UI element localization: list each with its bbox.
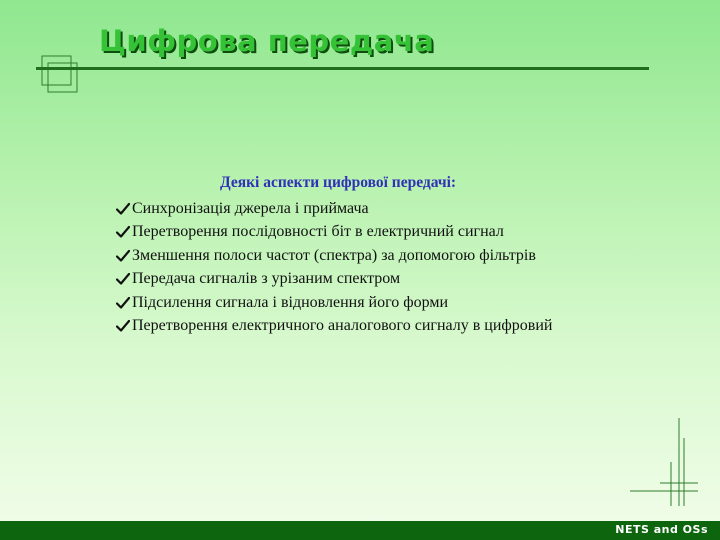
list-item-text: Перетворення електричного аналогового сигналу в цифровий (132, 317, 553, 335)
checkmark-icon (116, 319, 130, 333)
list-item-text: Підсилення сигнала і відновлення його форми (132, 293, 449, 311)
checkmark-icon (116, 249, 130, 263)
list-item-text: Синхронізація джерела і приймача (132, 199, 369, 217)
list-heading: Деякі аспекти цифрової передачі: (220, 174, 457, 191)
checkmark-icon (116, 272, 130, 286)
list-item-text: Перетворення послідовності біт в електричний сигнал (132, 223, 504, 241)
list-item (116, 244, 552, 268)
checkmark-icon (116, 296, 130, 310)
list-item (116, 291, 552, 315)
footer-label: NETS and OSs (615, 523, 708, 536)
list-item (116, 315, 552, 339)
footer-bar (0, 521, 720, 540)
list-item-text: Зменшення полоси частот (спектра) за допомогою фільтрів (132, 246, 536, 264)
corner-lines-decoration (620, 410, 700, 510)
list-item (116, 268, 552, 292)
title-squares-decoration (38, 52, 84, 98)
checkmark-icon (116, 202, 130, 216)
aspects-list (116, 197, 552, 338)
slide-title: Цифрова передача (99, 24, 435, 58)
list-item (116, 221, 552, 245)
title-underline (36, 67, 649, 70)
list-item-text: Передача сигналів з урізаним спектром (132, 270, 401, 288)
list-item (116, 197, 552, 221)
checkmark-icon (116, 225, 130, 239)
